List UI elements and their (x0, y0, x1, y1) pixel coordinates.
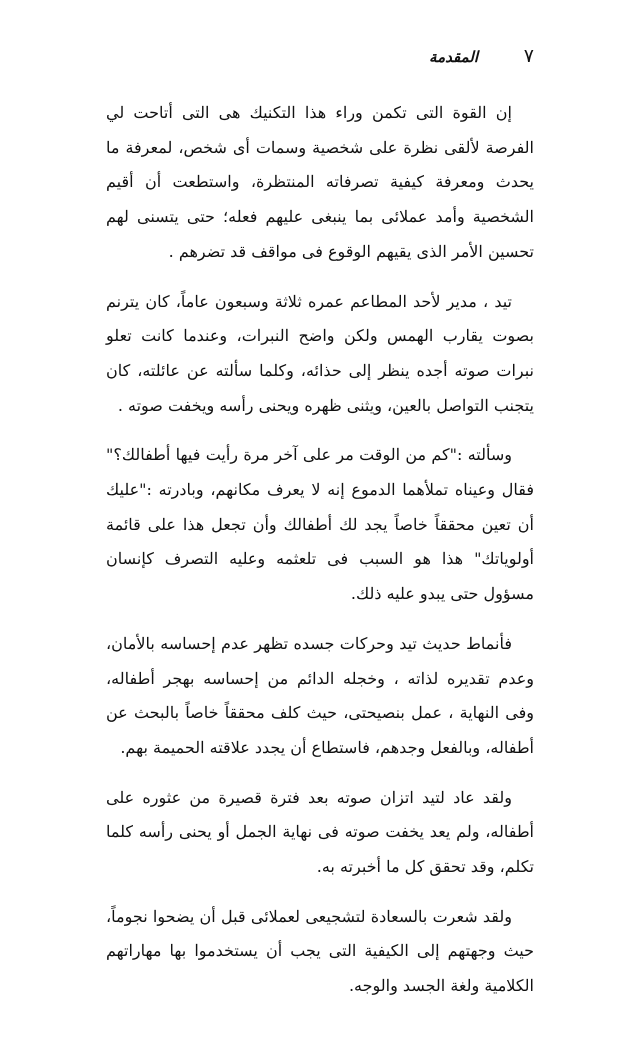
paragraph-1: إن القوة التى تكمن وراء هذا التكنيك هى التى أتاحت لي الفرصة لألقى نظرة على شخصية وسمات أى شخص، لمعرفة ما يحدث ومعرفة كيفية تصرفاته المنتظرة، واستطعت أن أقيم الشخصية وأمد عملائى بما ينبغى عليهم فعله؛ حتى يتسنى لهم تحسين الأمر الذى يقيهم الوقوع فى مواقف قد تضرهم . (106, 103, 534, 261)
paragraph-5: ولقد عاد لتيد اتزان صوته بعد فترة قصيرة من عثوره على أطفاله، ولم يعد يخفت صوته فى نهاية الجمل أو يحنى رأسه كلما تكلم، وقد تحقق كل ما أخبرته به. (106, 787, 535, 877)
paragraph-4: فأنماط حديث تيد وحركات جسده تظهر عدم إحساسه بالأمان، وعدم تقديره لذاته ، وخجله الدائم من إحساسه بهجر أطفاله، وفى النهاية ، عمل بنصيحتى، حيث كلف محققاً خاصاً بالبحث عن أطفاله، وبالفعل وجدهم، فاستطاع أن يجدد علاقته الحميمة بهم. (106, 633, 534, 757)
body-text (106, 96, 534, 1004)
section-title: المقدمة (429, 48, 478, 66)
page-number: ٧ (523, 45, 534, 67)
running-header (104, 44, 534, 74)
paragraph-3: وسألته :"كم من الوقت مر على آخر مرة رأيت فيها أطفالك؟" فقال وعيناه تملأهما الدموع إنه لا يعرف مكانهم، وبادرته :"عليك أن تعين محققاً خاصاً يجد لك أطفالك وأن تجعل هذا على قائمة أولوياتك" هذا هو السبب فى تلعثمه وعليه التصرف كإنسان مسؤول حتى يبدو عليه ذلك. (106, 445, 534, 604)
paragraph-6: ولقد شعرت بالسعادة لتشجيعى لعملائى قبل أن يضحوا نجوماً، حيث وجهتهم إلى الكيفية التى يجب أن يستخدموا بها مهاراتهم الكلامية ولغة الجسد والوجه. (106, 906, 534, 996)
paragraph-2: تيد ، مدير لأحد المطاعم عمره ثلاثة وسبعون عاماً، كان يترنم بصوت يقارب الهمس ولكن واضح النبرات، وعندما كانت تعلو نبرات صوته أجده ينظر إلى حذائه، وكلما سألته عن عائلته، كان يتجنب التواصل بالعين، ويثنى ظهره ويحنى رأسه ويخفت صوته . (106, 291, 534, 415)
